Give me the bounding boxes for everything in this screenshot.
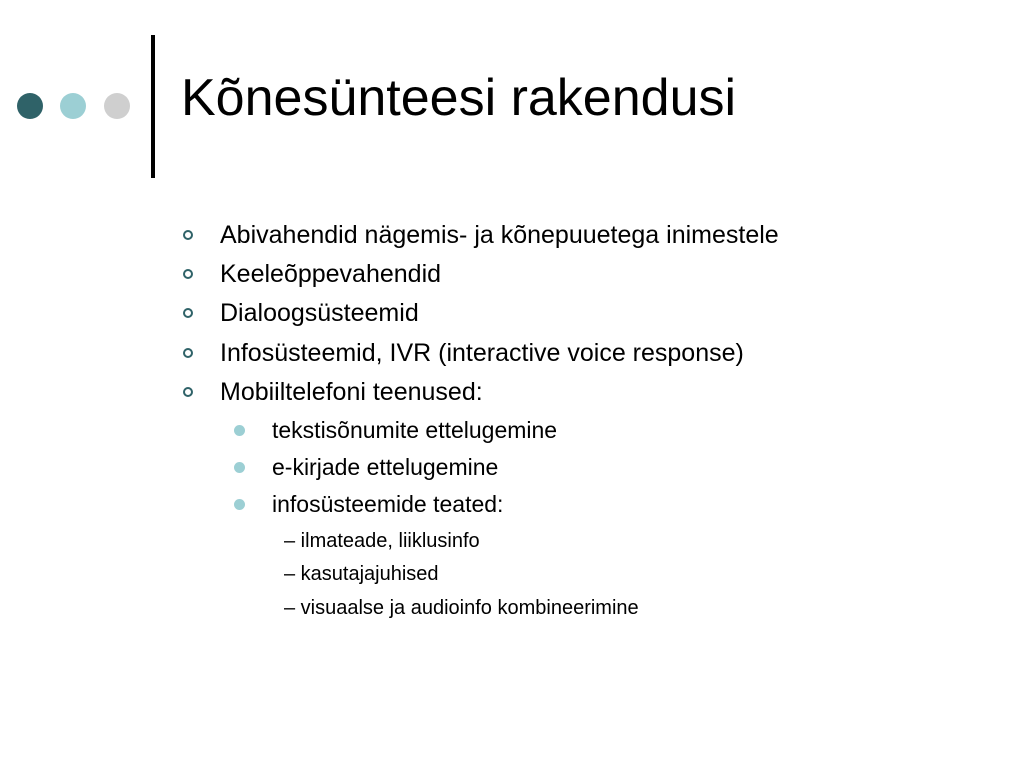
slide-title: Kõnesünteesi rakendusi — [181, 69, 737, 127]
bullet-text: Keeleõppevahendid — [220, 260, 442, 288]
bullet-text: Mobiiltelefoni teenused: — [220, 378, 483, 406]
dot-bullet-icon — [234, 425, 245, 436]
dot-bullet-icon — [234, 499, 245, 510]
decor-dot-light — [60, 93, 86, 119]
dash-item: – visuaalse ja audioinfo kombineerimine — [284, 597, 639, 619]
bullet-text: Dialoogsüsteemid — [220, 299, 419, 327]
decor-dot-gray — [104, 93, 130, 119]
bullet-text: Abivahendid nägemis- ja kõnepuuetega inimestele — [220, 221, 779, 249]
ring-bullet-icon — [183, 308, 193, 318]
sub-bullet-text: infosüsteemide teated: — [272, 491, 504, 517]
title-divider — [151, 35, 155, 178]
ring-bullet-icon — [183, 269, 193, 279]
bullet-text: Infosüsteemid, IVR (interactive voice response) — [220, 339, 744, 367]
dash-item: – ilmateade, liiklusinfo — [284, 530, 480, 552]
ring-bullet-icon — [183, 348, 193, 358]
ring-bullet-icon — [183, 230, 193, 240]
sub-bullet-text: e-kirjade ettelugemine — [272, 454, 499, 480]
ring-bullet-icon — [183, 387, 193, 397]
dot-bullet-icon — [234, 462, 245, 473]
decor-dot-dark — [17, 93, 43, 119]
dash-item: – kasutajajuhised — [284, 563, 439, 585]
sub-bullet-text: tekstisõnumite ettelugemine — [272, 417, 558, 443]
